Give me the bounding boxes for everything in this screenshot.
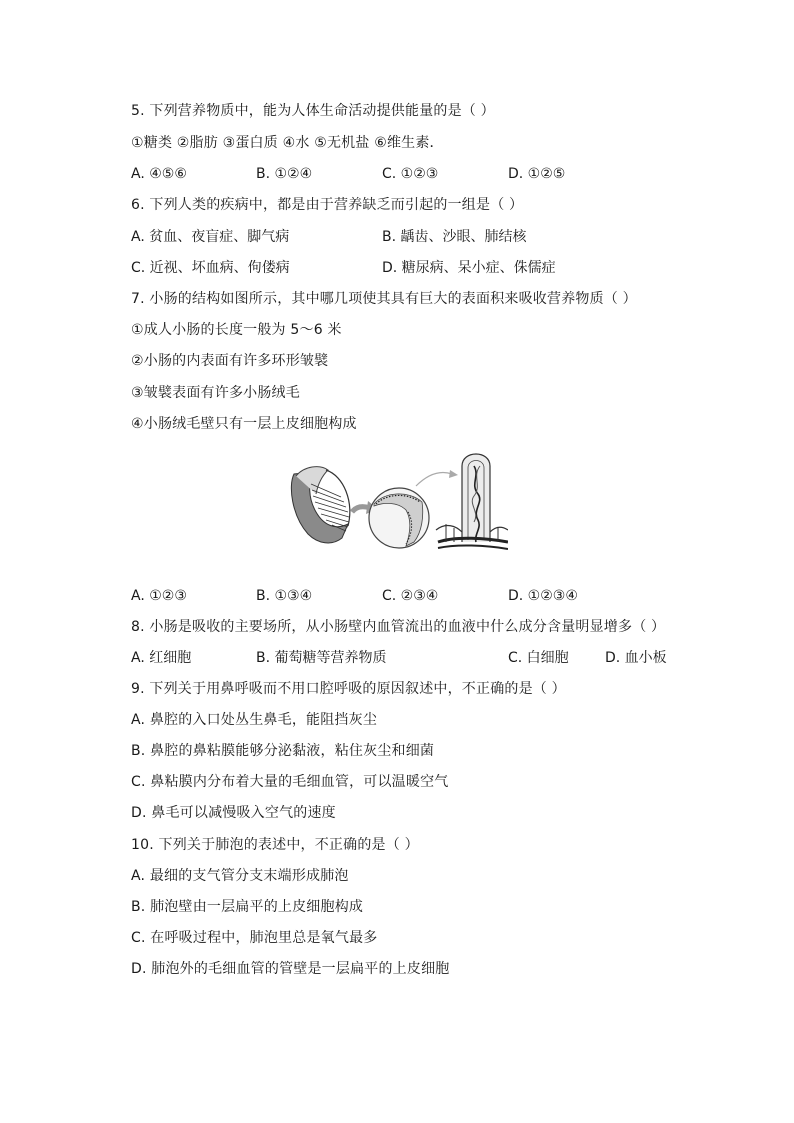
option-a[interactable]: A. ①②③ [131, 588, 187, 604]
option-c[interactable]: C. 近视、坏血病、佝偻病 [131, 260, 290, 276]
question-9-option-a[interactable]: A. 鼻腔的入口处丛生鼻毛，能阻挡灰尘 [131, 712, 378, 728]
small-intestine-figure [286, 446, 508, 550]
question-7-item-2: ②小肠的内表面有许多环形皱襞 [131, 353, 329, 369]
question-6-options-row-1 [131, 227, 691, 247]
arrow-2-head [449, 470, 458, 478]
villus-illustration [436, 454, 508, 549]
question-7-item-1: ①成人小肠的长度一般为 5～6 米 [131, 322, 342, 338]
question-5-items: ①糖类 ②脂肪 ③蛋白质 ④水 ⑤无机盐 ⑥维生素． [131, 135, 444, 151]
question-5-stem: 5. 下列营养物质中，能为人体生命活动提供能量的是（ ） [131, 103, 495, 119]
option-c[interactable]: C. ①②③ [382, 166, 439, 182]
option-a[interactable]: A. ④⑤⑥ [131, 166, 187, 182]
fold-magnification-illustration [369, 488, 429, 548]
arrow-2 [416, 473, 452, 487]
question-9-option-b[interactable]: B. 鼻腔的鼻粘膜能够分泌黏液，粘住灰尘和细菌 [131, 743, 435, 759]
question-10-option-c[interactable]: C. 在呼吸过程中，肺泡里总是氧气最多 [131, 930, 378, 946]
question-7-item-4: ④小肠绒毛壁只有一层上皮细胞构成 [131, 416, 357, 432]
option-d[interactable]: D. 糖尿病、呆小症、侏儒症 [382, 260, 556, 276]
question-9-stem: 9. 下列关于用鼻呼吸而不用口腔呼吸的原因叙述中，不正确的是（ ） [131, 681, 566, 697]
question-5-options [131, 164, 691, 184]
question-6-options-row-2 [131, 258, 691, 278]
option-d[interactable]: D. 血小板 [605, 650, 667, 666]
option-d[interactable]: D. ①②⑤ [508, 166, 566, 182]
intestine-tube-illustration [291, 467, 349, 543]
option-b[interactable]: B. ①③④ [256, 588, 313, 604]
question-7-stem: 7. 小肠的结构如图所示，其中哪几项使其具有巨大的表面积来吸收营养物质（ ） [131, 291, 637, 307]
option-b[interactable]: B. 龋齿、沙眼、肺结核 [382, 229, 527, 245]
question-10-option-d[interactable]: D. 肺泡外的毛细血管的管壁是一层扁平的上皮细胞 [131, 961, 450, 977]
option-c[interactable]: C. ②③④ [382, 588, 439, 604]
question-10-option-a[interactable]: A. 最细的支气管分支末端形成肺泡 [131, 868, 349, 884]
question-8-options [131, 648, 691, 668]
question-9-option-d[interactable]: D. 鼻毛可以减慢吸入空气的速度 [131, 805, 336, 821]
question-7-item-3: ③皱襞表面有许多小肠绒毛 [131, 385, 300, 401]
option-c[interactable]: C. 白细胞 [508, 650, 569, 666]
question-8-stem: 8. 小肠是吸收的主要场所，从小肠壁内血管流出的血液中什么成分含量明显增多（ ） [131, 619, 666, 635]
option-d[interactable]: D. ①②③④ [508, 588, 578, 604]
option-b[interactable]: B. ①②④ [256, 166, 313, 182]
question-10-option-b[interactable]: B. 肺泡壁由一层扁平的上皮细胞构成 [131, 899, 364, 915]
option-a[interactable]: A. 红细胞 [131, 650, 192, 666]
question-9-option-c[interactable]: C. 鼻粘膜内分布着大量的毛细血管，可以温暖空气 [131, 774, 449, 790]
question-7-options [131, 586, 691, 606]
option-a[interactable]: A. 贫血、夜盲症、脚气病 [131, 229, 290, 245]
option-b[interactable]: B. 葡萄糖等营养物质 [256, 650, 387, 666]
question-10-stem: 10. 下列关于肺泡的表述中，不正确的是（ ） [131, 837, 419, 853]
question-6-stem: 6. 下列人类的疾病中，都是由于营养缺乏而引起的一组是（ ） [131, 197, 524, 213]
